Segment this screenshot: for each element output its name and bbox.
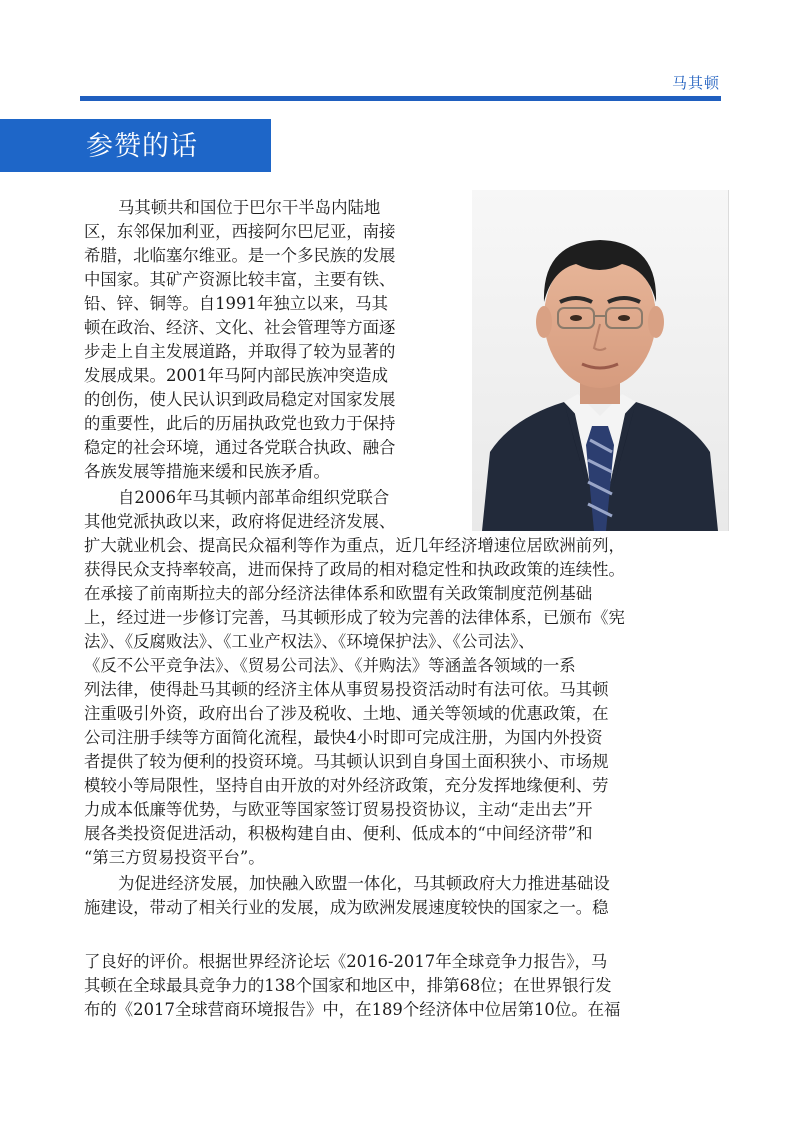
- body-line: 步走上自主发展道路，并取得了较为显著的: [84, 342, 396, 361]
- body-line: “第三方贸易投资平台”。: [84, 848, 265, 867]
- body-line: 各族发展等措施来缓和民族矛盾。: [84, 462, 330, 481]
- body-line: 列法律，使得赴马其顿的经济主体从事贸易投资活动时有法可依。马其顿: [84, 680, 609, 699]
- body-line: 在承接了前南斯拉夫的部分经济法律体系和欧盟有关政策制度范例基础: [84, 584, 593, 603]
- body-line: 发展成果。2001年马阿内部民族冲突造成: [84, 366, 388, 385]
- body-line: 《反不公平竞争法》、《贸易公司法》、《并购法》等涵盖各领域的一系: [84, 656, 576, 675]
- running-header-country: 马其顿: [671, 74, 720, 92]
- body-line: 其他党派执政以来，政府将促进经济发展、: [84, 512, 396, 531]
- body-line: 展各类投资促进活动，积极构建自由、便利、低成本的“中间经济带”和: [84, 824, 593, 843]
- body-line: 区，东邻保加利亚，西接阿尔巴尼亚，南接: [84, 222, 396, 241]
- counselor-portrait: [472, 190, 729, 531]
- body-line: 中国家。其矿产资源比较丰富，主要有铁、: [84, 270, 396, 289]
- body-line: 了良好的评价。根据世界经济论坛《2016-2017年全球竞争力报告》，马: [84, 952, 608, 971]
- body-line: 马其顿共和国位于巴尔干半岛内陆地: [118, 198, 381, 217]
- body-line: 获得民众支持率较高，进而保持了政局的相对稳定性和执政政策的连续性。: [84, 560, 625, 579]
- portrait-photo-icon: [472, 190, 728, 531]
- body-line: 上，经过进一步修订完善，马其顿形成了较为完善的法律体系，已颁布《宪: [84, 608, 625, 627]
- body-line: 施建设，带动了相关行业的发展，成为欧洲发展速度较快的国家之一。稳: [84, 898, 609, 917]
- body-line: 力成本低廉等优势，与欧亚等国家签订贸易投资协议，主动“走出去”开: [84, 800, 593, 819]
- body-line: 稳定的社会环境，通过各党联合执政、融合: [84, 438, 396, 457]
- body-line: 的重要性，此后的历届执政党也致力于保持: [84, 414, 396, 433]
- section-title: 参赞的话: [86, 131, 198, 162]
- header-divider: [80, 96, 721, 101]
- body-line: 布的《2017全球营商环境报告》中，在189个经济体中位居第10位。在福: [84, 1000, 621, 1019]
- body-line: 铅、锌、铜等。自1991年独立以来，马其: [84, 294, 388, 313]
- body-line: 者提供了较为便利的投资环境。马其顿认识到自身国土面积狭小、市场规: [84, 752, 609, 771]
- body-line: 的创伤，使人民认识到政局稳定对国家发展: [84, 390, 396, 409]
- body-line: 自2006年马其顿内部革命组织党联合: [118, 488, 390, 507]
- body-line: 法》、《反腐败法》、《工业产权法》、《环境保护法》、《公司法》、: [84, 632, 535, 651]
- body-line: 扩大就业机会、提高民众福利等作为重点，近几年经济增速位居欧洲前列，: [84, 536, 625, 555]
- body-line: 为促进经济发展，加快融入欧盟一体化，马其顿政府大力推进基础设: [118, 874, 610, 893]
- body-line: 希腊，北临塞尔维亚。是一个多民族的发展: [84, 246, 396, 265]
- body-line: 其顿在全球最具竞争力的138个国家和地区中，排第68位；在世界银行发: [84, 976, 612, 995]
- body-line: 注重吸引外资，政府出台了涉及税收、土地、通关等领域的优惠政策，在: [84, 704, 609, 723]
- body-line: 模较小等局限性，坚持自由开放的对外经济政策，充分发挥地缘便利、劳: [84, 776, 609, 795]
- body-line: 顿在政治、经济、文化、社会管理等方面逐: [84, 318, 396, 337]
- body-line: 公司注册手续等方面简化流程，最快4小时即可完成注册，为国内外投资: [84, 728, 603, 747]
